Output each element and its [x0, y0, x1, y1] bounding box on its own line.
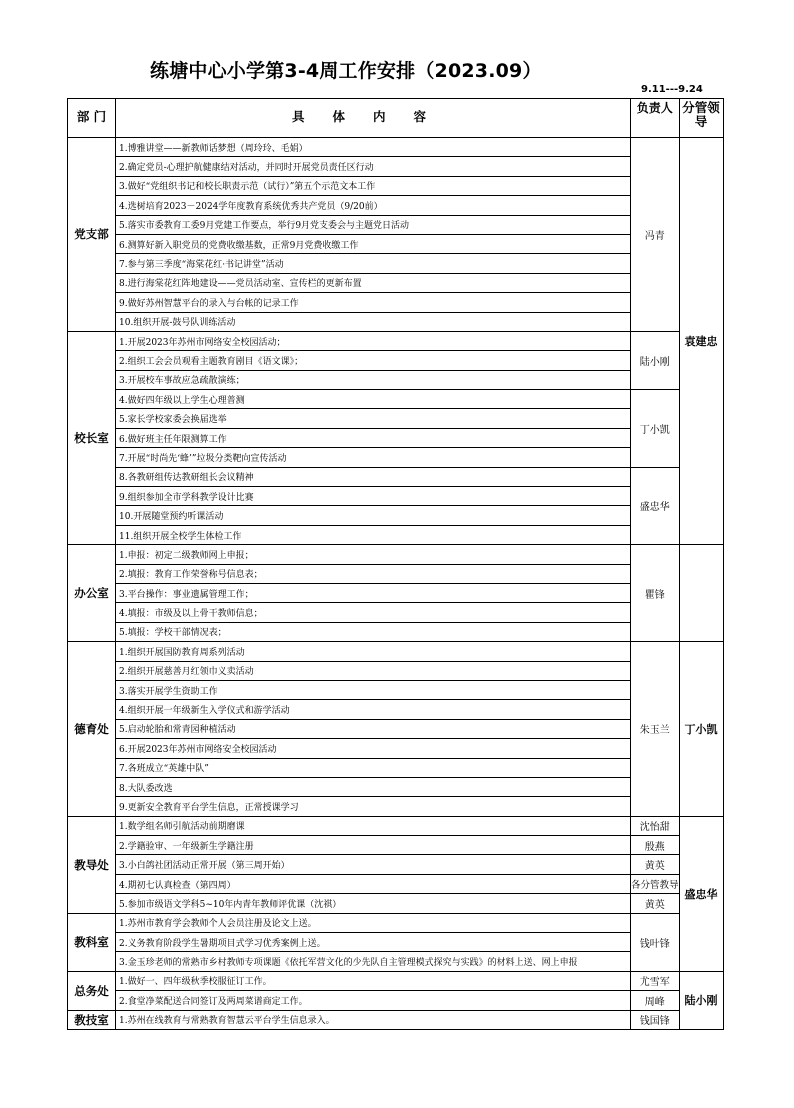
table-row	[68, 622, 724, 641]
dept-research-office: 教科室	[68, 913, 116, 971]
responsible-cell: 殷燕	[631, 836, 680, 855]
table-row	[68, 952, 724, 971]
task-item: 2.学籍验审、一年级新生学籍注册	[116, 836, 631, 855]
table-row	[68, 991, 724, 1010]
table-row	[68, 603, 724, 622]
dept-tech-office: 教技室	[68, 1010, 116, 1029]
task-item: 2.填报：教育工作荣誉称号信息表；	[116, 564, 631, 583]
table-row	[68, 254, 724, 273]
dept-moral-education: 德育处	[68, 642, 116, 817]
task-item: 5.启动轮胎和常青园种植活动	[116, 719, 631, 738]
responsible-cell: 沈怡甜	[631, 816, 680, 835]
table-row	[68, 797, 724, 816]
table-row	[68, 234, 724, 253]
table-row	[68, 487, 724, 506]
task-item: 11.组织开展全校学生体检工作	[116, 525, 631, 544]
task-item: 5.家长学校家委会换届选举	[116, 409, 631, 428]
task-item: 5.落实市委教育工委9月党建工作要点，举行9月党支委会与主题党日活动	[116, 215, 631, 234]
leader-cell-empty	[679, 545, 723, 642]
table-row	[68, 836, 724, 855]
table-row	[68, 758, 724, 777]
task-item: 6.测算好新入职党员的党费收缴基数，正常9月党费收缴工作	[116, 234, 631, 253]
task-item: 3.做好“党组织书记和校长职责示范（试行）”第五个示范文本工作	[116, 176, 631, 195]
table-row	[68, 390, 724, 409]
task-item: 9.更新安全教育平台学生信息，正常授课学习	[116, 797, 631, 816]
table-row	[68, 894, 724, 913]
task-item: 4.做好四年级以上学生心理普测	[116, 390, 631, 409]
task-item: 3.金玉珍老师的常熟市乡村教师专项课题《依托军营文化的少先队自主管理模式探究与实践》的材料上送、网上申报	[116, 952, 631, 971]
table-row	[68, 1010, 724, 1029]
leader-cell: 盛忠华	[679, 816, 723, 971]
header-responsible: 负责人	[631, 99, 680, 138]
task-item: 2.食堂净菜配送合同签订及两周菜谱商定工作。	[116, 991, 631, 1010]
table-row	[68, 545, 724, 564]
responsible-cell: 黄英	[631, 894, 680, 913]
table-row	[68, 409, 724, 428]
table-row	[68, 215, 724, 234]
leader-cell: 陆小刚	[679, 971, 723, 1029]
task-item: 1.苏州在线教育与常熟教育智慧云平台学生信息录入。	[116, 1010, 631, 1029]
responsible-cell: 各分管教导	[631, 874, 680, 893]
table-row	[68, 448, 724, 467]
table-row	[68, 739, 724, 758]
responsible-cell: 钱国锋	[631, 1010, 680, 1029]
task-item: 6.开展2023年苏州市网络安全校园活动	[116, 739, 631, 758]
table-row	[68, 971, 724, 990]
task-item: 4.期初七认真检查（第四周）	[116, 874, 631, 893]
table-row	[68, 933, 724, 952]
page-title: 练塘中心小学第3-4周工作安排（2023.09）	[150, 60, 542, 82]
table-row	[68, 777, 724, 796]
task-item: 10.组织开展-鼓号队训练活动	[116, 312, 631, 331]
task-item: 10.开展随堂预约听课活动	[116, 506, 631, 525]
table-row	[68, 816, 724, 835]
table-row	[68, 719, 724, 738]
dept-office: 办公室	[68, 545, 116, 642]
task-item: 7.开展“时尚先‘蜂’”垃圾分类靶向宣传活动	[116, 448, 631, 467]
responsible-cell: 尤雪军	[631, 971, 680, 990]
task-item: 1.博雅讲堂——新教师话梦想（周玲玲、毛娟）	[116, 138, 631, 157]
task-item: 2.义务教育阶段学生暑期项目式学习优秀案例上送。	[116, 933, 631, 952]
table-header-row	[68, 99, 724, 138]
task-item: 6.做好班主任年限测算工作	[116, 428, 631, 447]
table-row	[68, 331, 724, 350]
dept-general-affairs: 总务处	[68, 971, 116, 1010]
header-dept: 部 门	[68, 99, 116, 138]
table-row	[68, 855, 724, 874]
task-item: 1.组织开展国防教育周系列活动	[116, 642, 631, 661]
leader-cell: 袁建忠	[679, 138, 723, 545]
header-leader: 分管领导	[679, 99, 723, 138]
responsible-cell: 盛忠华	[631, 467, 680, 545]
task-item: 3.平台操作：事业遗属管理工作；	[116, 583, 631, 602]
task-item: 8.大队委改选	[116, 777, 631, 796]
table-row	[68, 525, 724, 544]
dept-teaching-affairs: 教导处	[68, 816, 116, 913]
table-row	[68, 293, 724, 312]
table-row	[68, 351, 724, 370]
table-row	[68, 564, 724, 583]
responsible-cell: 周峰	[631, 991, 680, 1010]
table-row	[68, 506, 724, 525]
task-item: 4.填报：市级及以上骨干教师信息；	[116, 603, 631, 622]
task-item: 1.申报：初定二级教师网上申报；	[116, 545, 631, 564]
table-row	[68, 176, 724, 195]
task-item: 7.各班成立“英雄中队”	[116, 758, 631, 777]
responsible-cell: 陆小刚	[631, 331, 680, 389]
responsible-cell: 冯青	[631, 138, 680, 332]
table-row	[68, 467, 724, 486]
table-row	[68, 661, 724, 680]
leader-cell: 丁小凯	[679, 642, 723, 817]
table-row	[68, 196, 724, 215]
table-row	[68, 642, 724, 661]
task-item: 7.参与第三季度“海棠花红·书记讲堂”活动	[116, 254, 631, 273]
task-item: 3.小白鸽社团活动正常开展（第三周开始）	[116, 855, 631, 874]
date-range: 9.11---9.24	[641, 84, 703, 95]
task-item: 2.组织开展慈善月红领巾义卖活动	[116, 661, 631, 680]
task-item: 1.数学组名师引航活动前期磨课	[116, 816, 631, 835]
task-item: 8.进行海棠花红阵地建设——党员活动室、宣传栏的更新布置	[116, 273, 631, 292]
table-row	[68, 273, 724, 292]
table-row	[68, 680, 724, 699]
responsible-cell: 朱玉兰	[631, 642, 680, 817]
responsible-cell: 丁小凯	[631, 390, 680, 468]
task-item: 4.选树培育2023－2024学年度教育系统优秀共产党员（9/20前）	[116, 196, 631, 215]
task-item: 9.做好苏州智慧平台的录入与台帐的记录工作	[116, 293, 631, 312]
task-item: 2.确定党员-心理护航健康结对活动，并同时开展党员责任区行动	[116, 157, 631, 176]
responsible-cell: 瞿锋	[631, 545, 680, 642]
table-row	[68, 312, 724, 331]
task-item: 5.填报：学校干部情况表；	[116, 622, 631, 641]
table-row	[68, 138, 724, 157]
task-item: 3.开展校车事故应急疏散演练；	[116, 370, 631, 389]
work-schedule-table	[67, 98, 724, 1030]
task-item: 9.组织参加全市学科教学设计比赛	[116, 487, 631, 506]
table-row	[68, 157, 724, 176]
dept-party-branch: 党支部	[68, 138, 116, 332]
table-row	[68, 370, 724, 389]
header-content: 具体内容	[116, 99, 631, 138]
dept-principal-office: 校长室	[68, 331, 116, 544]
responsible-cell: 钱叶锋	[631, 913, 680, 971]
table-row	[68, 583, 724, 602]
task-item: 4.组织开展一年级新生入学仪式和游学活动	[116, 700, 631, 719]
task-item: 1.苏州市教育学会教师个人会员注册及论文上送。	[116, 913, 631, 932]
task-item: 5.参加市级语文学科5~10年内青年教师评优课（沈祺）	[116, 894, 631, 913]
table-row	[68, 428, 724, 447]
task-item: 1.做好一、四年级秋季校服征订工作。	[116, 971, 631, 990]
task-item: 3.落实开展学生资助工作	[116, 680, 631, 699]
task-item: 8.各教研组传达教研组长会议精神	[116, 467, 631, 486]
task-item: 2.组织工会会员观看主题教育剧目《语文课》；	[116, 351, 631, 370]
table-row	[68, 913, 724, 932]
responsible-cell: 黄英	[631, 855, 680, 874]
table-row	[68, 874, 724, 893]
task-item: 1.开展2023年苏州市网络安全校园活动；	[116, 331, 631, 350]
table-row	[68, 700, 724, 719]
